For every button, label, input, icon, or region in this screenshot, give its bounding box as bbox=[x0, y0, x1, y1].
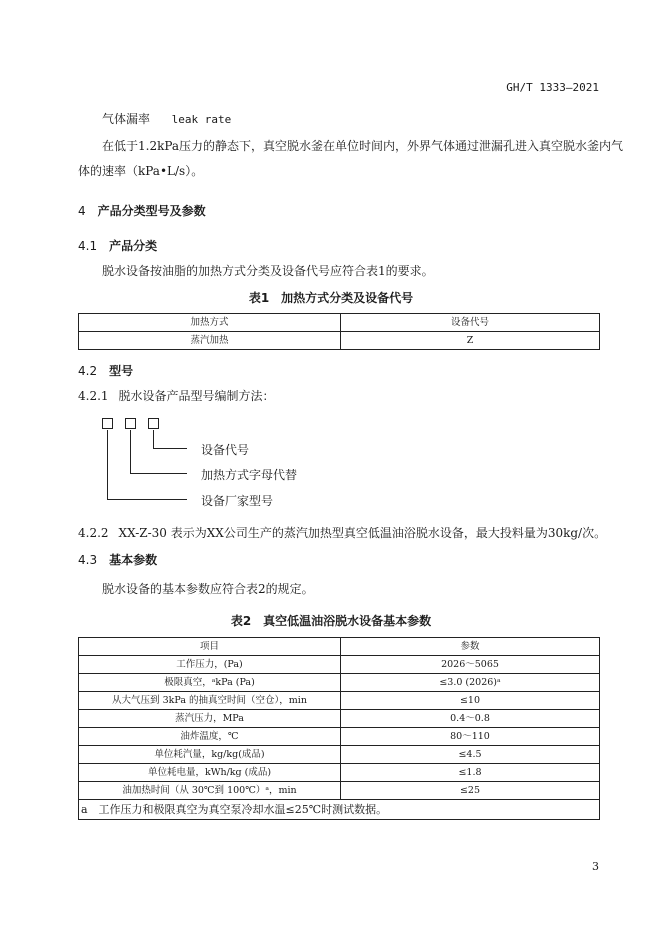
table-cell: 单位耗电量，kWh/kg (成品) bbox=[79, 764, 341, 782]
clause-4-2-1 bbox=[78, 387, 275, 404]
definition-line-1: 在低于1.2kPa压力的静态下，真空脱水釜在单位时间内，外界气体通过泄漏孔进入真空脱水釜内气 bbox=[102, 139, 624, 153]
connector-line bbox=[153, 448, 187, 449]
section-4-title: 产品分类型号及参数 bbox=[97, 204, 206, 218]
table-cell: ≤10 bbox=[341, 692, 600, 710]
paragraph-4-1: 脱水设备按油脂的加热方式分类及设备代号应符合表1的要求。 bbox=[102, 264, 434, 278]
table-cell: 从大气压到 3kPa 的抽真空时间（空仓），min bbox=[79, 692, 341, 710]
connector-line bbox=[130, 473, 187, 474]
section-4-2-title: 型号 bbox=[109, 364, 134, 378]
section-4-number: 4 bbox=[78, 204, 86, 218]
term-zh: 气体漏率 bbox=[102, 112, 151, 126]
table-row bbox=[79, 674, 600, 692]
clause-4-2-2-text: XX-Z-30 表示为XX公司生产的蒸汽加热型真空低温油浴脱水设备，最大投料量为30kg/次。 bbox=[118, 526, 607, 540]
table-2-caption: 表2 真空低温油浴脱水设备基本参数 bbox=[230, 614, 432, 628]
table-cell: ≤4.5 bbox=[341, 746, 600, 764]
table-row bbox=[79, 692, 600, 710]
table-row bbox=[79, 332, 600, 350]
table-cell: 油加热时间（从 30℃到 100℃）ᵃ，min bbox=[79, 782, 341, 800]
table-cell: 单位耗汽量，kg/kg(成品) bbox=[79, 746, 341, 764]
table-cell: 80～110 bbox=[341, 728, 600, 746]
clause-4-2-1-text: 脱水设备产品型号编制方法： bbox=[118, 389, 275, 403]
table-cell: 2026～5065 bbox=[341, 656, 600, 674]
section-4-3-title: 基本参数 bbox=[109, 553, 158, 567]
section-4-1-number: 4.1 bbox=[78, 239, 98, 253]
table-row bbox=[79, 710, 600, 728]
clause-4-2-1-number: 4.2.1 bbox=[78, 389, 109, 403]
table-row bbox=[79, 782, 600, 800]
table-cell: 工作压力，(Pa) bbox=[79, 656, 341, 674]
code-box-1 bbox=[102, 418, 113, 429]
term-en: leak rate bbox=[171, 113, 232, 126]
term-heading bbox=[102, 110, 231, 127]
definition-line-2: 体的速率（kPa•L/s）。 bbox=[78, 164, 204, 178]
table-1-caption: 表1 加热方式分类及设备代号 bbox=[248, 291, 414, 305]
table-row bbox=[79, 656, 600, 674]
connector-line bbox=[107, 499, 187, 500]
table-note-row bbox=[79, 800, 600, 820]
code-box-2 bbox=[125, 418, 136, 429]
standard-code-header: GH/T 1333—2021 bbox=[506, 81, 599, 94]
diagram-label-heating-letter: 加热方式字母代替 bbox=[201, 468, 298, 482]
table-cell: 蒸汽压力，MPa bbox=[79, 710, 341, 728]
diagram-label-equipment-code: 设备代号 bbox=[201, 443, 250, 457]
table-footnote: a 工作压力和极限真空为真空泵冷却水温≤25℃时测试数据。 bbox=[79, 800, 600, 820]
diagram-label-manufacturer-model: 设备厂家型号 bbox=[201, 494, 274, 508]
connector-line bbox=[107, 430, 108, 499]
table-header-cell: 加热方式 bbox=[79, 314, 341, 332]
table-cell: 油炸温度，℃ bbox=[79, 728, 341, 746]
section-4-1-heading bbox=[78, 237, 157, 254]
paragraph-4-3: 脱水设备的基本参数应符合表2的规定。 bbox=[102, 582, 314, 596]
section-4-2-heading bbox=[78, 362, 133, 379]
section-4-3-heading bbox=[78, 551, 157, 568]
clause-4-2-2-number: 4.2.2 bbox=[78, 526, 109, 540]
table-cell: ≤3.0 (2026)ᵃ bbox=[341, 674, 600, 692]
table-cell: Z bbox=[341, 332, 600, 350]
table-row bbox=[79, 638, 600, 656]
table-header-cell: 设备代号 bbox=[341, 314, 600, 332]
table-2 bbox=[78, 637, 600, 820]
clause-4-2-2 bbox=[78, 524, 606, 541]
table-cell: ≤25 bbox=[341, 782, 600, 800]
section-4-heading bbox=[78, 202, 206, 219]
table-row bbox=[79, 314, 600, 332]
code-box-3 bbox=[148, 418, 159, 429]
table-row bbox=[79, 746, 600, 764]
connector-line bbox=[153, 430, 154, 448]
section-4-2-number: 4.2 bbox=[78, 364, 98, 378]
section-4-3-number: 4.3 bbox=[78, 553, 98, 567]
connector-line bbox=[130, 430, 131, 473]
table-header-cell: 参数 bbox=[341, 638, 600, 656]
table-cell: ≤1.8 bbox=[341, 764, 600, 782]
table-cell: 极限真空，ᵃkPa (Pa) bbox=[79, 674, 341, 692]
table-cell: 0.4～0.8 bbox=[341, 710, 600, 728]
page-number: 3 bbox=[592, 860, 599, 873]
table-1 bbox=[78, 313, 600, 350]
table-cell: 蒸汽加热 bbox=[79, 332, 341, 350]
table-row bbox=[79, 728, 600, 746]
table-row bbox=[79, 764, 600, 782]
section-4-1-title: 产品分类 bbox=[109, 239, 158, 253]
table-header-cell: 项目 bbox=[79, 638, 341, 656]
